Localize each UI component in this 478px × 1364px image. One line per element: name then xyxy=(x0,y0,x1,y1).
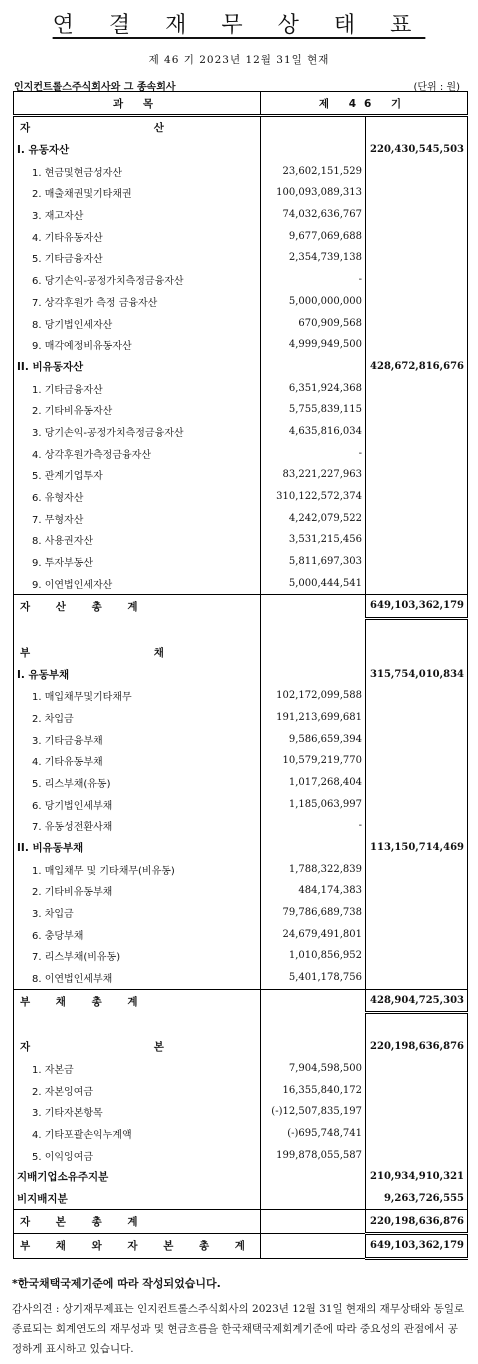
account-name xyxy=(14,1013,261,1036)
account-name: 4. 기타유동자산 xyxy=(32,232,103,244)
detail-amount: 4,242,079,522 xyxy=(261,507,366,529)
account-name: 자 산 xyxy=(20,122,224,135)
table-row-item xyxy=(14,1079,468,1101)
detail-amount: 83,221,227,963 xyxy=(261,464,366,486)
subtotal-amount: 113,150,714,469 xyxy=(366,837,468,859)
subtotal-amount xyxy=(366,1101,468,1123)
detail-amount: 74,032,636,767 xyxy=(261,204,366,226)
detail-amount: 79,786,689,738 xyxy=(261,902,366,924)
account-name: 5. 리스부채(유동) xyxy=(32,778,111,790)
table-row-item xyxy=(14,551,468,573)
subtotal-amount xyxy=(366,618,468,641)
company-name: 인지컨트롤스주식회사와 그 종속회사 xyxy=(14,82,176,93)
table-row-item xyxy=(14,464,468,486)
header-account: 과 목 xyxy=(14,92,261,116)
detail-amount xyxy=(261,1188,366,1210)
account-name: I. 유동부채 xyxy=(17,668,70,681)
audit-opinion: 감사의견 : 상기재무제표는 인지컨트롤스주식회사의 2023년 12월 31일 현재의 재무상태와 동일로 종료되는 회계연도의 재무성과 및 현금흐름을 한국채택국제회계기준에 따라 중요성의 관점에서 공정하게 표시하고 있습니다. xyxy=(12,1303,465,1355)
account-name: 4. 기타유동부채 xyxy=(32,757,103,769)
table-row-item xyxy=(14,858,468,880)
account-name: 3. 기타자본항목 xyxy=(32,1108,103,1120)
detail-amount: 24,679,491,801 xyxy=(261,923,366,945)
table-row-item xyxy=(14,247,468,269)
detail-amount: 16,355,840,172 xyxy=(261,1079,366,1101)
table-body xyxy=(14,116,468,1259)
account-name: II. 비유동부채 xyxy=(17,842,84,855)
account-name: 5. 관계기업투자 xyxy=(32,471,103,483)
table-row-major xyxy=(14,642,468,664)
table-row-spacer xyxy=(14,1013,468,1036)
subtotal-amount xyxy=(366,377,468,399)
table-row-item xyxy=(14,160,468,182)
header-period: 제 46 기 xyxy=(261,92,468,116)
account-name: 6. 충당부채 xyxy=(32,930,84,942)
table-row-item xyxy=(14,334,468,356)
account-name: 자 본 총 계 xyxy=(14,1210,261,1234)
table-row-item xyxy=(14,204,468,226)
account-name: 7. 무형자산 xyxy=(32,514,84,526)
detail-amount xyxy=(261,618,366,641)
detail-amount: 1,788,322,839 xyxy=(261,858,366,880)
table-row-spacer xyxy=(14,618,468,641)
table-row-section xyxy=(14,663,468,685)
subtotal-amount: 428,672,816,676 xyxy=(366,356,468,378)
detail-amount xyxy=(261,1036,366,1058)
subtotal-amount xyxy=(366,685,468,707)
subtotal-amount xyxy=(366,880,468,902)
detail-amount xyxy=(261,642,366,664)
account-name: 부 채 와 자 본 총 계 xyxy=(14,1234,261,1259)
standard-footnote: *한국채택국제기준에 따라 작성되었습니다. xyxy=(12,1277,221,1290)
table-row-item xyxy=(14,880,468,902)
table-row-total xyxy=(14,595,468,619)
detail-amount xyxy=(261,595,366,619)
detail-amount: (-)695,748,741 xyxy=(261,1123,366,1145)
detail-amount: 1,185,063,997 xyxy=(261,793,366,815)
subtotal-amount xyxy=(366,750,468,772)
table-row-item xyxy=(14,421,468,443)
table-row-item xyxy=(14,815,468,837)
account-name: 7. 상각후원가 측정 금융자산 xyxy=(32,297,158,309)
period-subtitle: 제 46 기 2023년 12월 31일 현재 xyxy=(148,54,330,66)
subtotal-amount xyxy=(366,1058,468,1080)
table-row-item xyxy=(14,707,468,729)
subtotal-amount: 649,103,362,179 xyxy=(366,1234,468,1259)
subtotal-amount xyxy=(366,1079,468,1101)
detail-amount: 191,213,699,681 xyxy=(261,707,366,729)
detail-amount: 1,010,856,952 xyxy=(261,945,366,967)
table-row-item xyxy=(14,685,468,707)
account-name: 부 채 xyxy=(20,646,224,659)
detail-amount: 5,000,000,000 xyxy=(261,291,366,313)
detail-amount xyxy=(261,837,366,859)
account-name: 1. 매입채무및기타채무 xyxy=(32,692,132,704)
detail-amount: (-)12,507,835,197 xyxy=(261,1101,366,1123)
subtotal-amount xyxy=(366,160,468,182)
account-name: 1. 현금및현금성자산 xyxy=(32,167,122,179)
detail-amount: 4,999,949,500 xyxy=(261,334,366,356)
account-name: 1. 자본금 xyxy=(32,1064,74,1076)
detail-amount: 10,579,219,770 xyxy=(261,750,366,772)
account-name: 지배기업소유주지분 xyxy=(17,1171,109,1184)
table-row-major xyxy=(14,1036,468,1058)
detail-amount: 1,017,268,404 xyxy=(261,772,366,794)
subtotal-amount xyxy=(366,486,468,508)
account-name xyxy=(14,618,261,641)
table-row-item xyxy=(14,1123,468,1145)
detail-amount xyxy=(261,1234,366,1259)
table-row-section xyxy=(14,139,468,161)
account-name: 8. 이연법인세부채 xyxy=(32,974,113,986)
subtotal-amount xyxy=(366,772,468,794)
account-name: 2. 매출채권및기타채권 xyxy=(32,189,132,201)
subtotal-amount xyxy=(366,421,468,443)
unit-label: (단위 : 원) xyxy=(413,82,460,93)
subtotal-amount xyxy=(366,551,468,573)
subtotal-amount: 9,263,726,555 xyxy=(366,1188,468,1210)
detail-amount: 484,174,383 xyxy=(261,880,366,902)
subtotal-amount xyxy=(366,902,468,924)
table-row-item xyxy=(14,442,468,464)
subtotal-amount xyxy=(366,204,468,226)
account-name: 7. 유동성전환사채 xyxy=(32,822,113,834)
table-row-item xyxy=(14,572,468,594)
table-row-section xyxy=(14,356,468,378)
subtotal-amount xyxy=(366,225,468,247)
account-name: 5. 기타금융자산 xyxy=(32,254,103,266)
table-row-item xyxy=(14,793,468,815)
detail-amount: - xyxy=(261,815,366,837)
subtotal-amount xyxy=(366,507,468,529)
detail-amount: - xyxy=(261,442,366,464)
detail-amount: 6,351,924,368 xyxy=(261,377,366,399)
subtotal-amount xyxy=(366,312,468,334)
account-name: 3. 기타금융부채 xyxy=(32,735,103,747)
account-name: 3. 차입금 xyxy=(32,909,74,921)
subtotal-amount xyxy=(366,529,468,551)
page-title: 연 결 재 무 상 태 표 xyxy=(52,13,426,38)
subtotal-amount: 649,103,362,179 xyxy=(366,595,468,619)
account-name: 3. 재고자산 xyxy=(32,211,84,223)
detail-amount: 310,122,572,374 xyxy=(261,486,366,508)
subtotal-amount xyxy=(366,728,468,750)
subtotal-amount xyxy=(366,923,468,945)
table-row-item xyxy=(14,486,468,508)
detail-amount: 9,677,069,688 xyxy=(261,225,366,247)
account-name: 2. 기타비유동자산 xyxy=(32,406,113,418)
detail-amount: - xyxy=(261,269,366,291)
subtotal-amount xyxy=(366,858,468,880)
table-row-item xyxy=(14,945,468,967)
account-name: II. 비유동자산 xyxy=(17,360,84,373)
detail-amount: 5,401,178,756 xyxy=(261,967,366,989)
account-name: 9. 투자부동산 xyxy=(32,558,94,570)
subtotal-amount xyxy=(366,572,468,594)
detail-amount: 9,586,659,394 xyxy=(261,728,366,750)
table-header-row xyxy=(14,92,468,116)
table-row-section xyxy=(14,837,468,859)
detail-amount: 100,093,089,313 xyxy=(261,182,366,204)
table-row-flat xyxy=(14,1188,468,1210)
detail-amount: 102,172,099,588 xyxy=(261,685,366,707)
account-name: 4. 기타포괄손익누계액 xyxy=(32,1129,132,1141)
detail-amount xyxy=(261,1013,366,1036)
table-row-item xyxy=(14,902,468,924)
table-row-item xyxy=(14,967,468,989)
detail-amount: 3,531,215,456 xyxy=(261,529,366,551)
detail-amount xyxy=(261,663,366,685)
balance-sheet-table xyxy=(13,91,468,1260)
table-row-item xyxy=(14,377,468,399)
detail-amount xyxy=(261,139,366,161)
detail-amount: 670,909,568 xyxy=(261,312,366,334)
account-name: 6. 유형자산 xyxy=(32,493,84,505)
table-row-total xyxy=(14,1234,468,1259)
table-row-item xyxy=(14,923,468,945)
account-name: 4. 상각후원가측정금융자산 xyxy=(32,449,151,461)
subtotal-amount: 220,198,636,876 xyxy=(366,1210,468,1234)
subtotal-amount xyxy=(366,182,468,204)
account-name: 6. 당기손익-공정가치측정금융자산 xyxy=(32,276,184,288)
detail-amount: 2,354,739,138 xyxy=(261,247,366,269)
subtotal-amount xyxy=(366,1144,468,1166)
subtotal-amount xyxy=(366,442,468,464)
account-name: 9. 이연법인세자산 xyxy=(32,579,113,591)
subtotal-amount: 428,904,725,303 xyxy=(366,989,468,1013)
detail-amount: 5,000,444,541 xyxy=(261,572,366,594)
account-name: 2. 차입금 xyxy=(32,713,74,725)
table-row-item xyxy=(14,399,468,421)
detail-amount: 4,635,816,034 xyxy=(261,421,366,443)
subtotal-amount: 220,430,545,503 xyxy=(366,139,468,161)
subtotal-amount xyxy=(366,1123,468,1145)
account-name: 9. 매각예정비유동자산 xyxy=(32,341,132,353)
table-row-flat xyxy=(14,1166,468,1188)
account-name: 부 채 총 계 xyxy=(14,989,261,1013)
table-row-item xyxy=(14,312,468,334)
subtotal-amount xyxy=(366,269,468,291)
table-row-item xyxy=(14,772,468,794)
subtotal-amount xyxy=(366,1013,468,1036)
subtotal-amount xyxy=(366,291,468,313)
account-name: 1. 매입채무 및 기타채무(비유동) xyxy=(32,865,175,877)
account-name: 비지배지분 xyxy=(17,1193,68,1206)
table-row-item xyxy=(14,291,468,313)
subtotal-amount xyxy=(366,642,468,664)
account-name: 2. 자본잉여금 xyxy=(32,1086,94,1098)
account-name: 자 산 총 계 xyxy=(14,595,261,619)
subtotal-amount xyxy=(366,967,468,989)
detail-amount xyxy=(261,356,366,378)
account-name: 3. 당기손익-공정가치측정금융자산 xyxy=(32,427,184,439)
subtotal-amount: 315,754,010,834 xyxy=(366,663,468,685)
detail-amount: 199,878,055,587 xyxy=(261,1144,366,1166)
subtotal-amount: 220,198,636,876 xyxy=(366,1036,468,1058)
table-row-item xyxy=(14,750,468,772)
table-row-item xyxy=(14,1144,468,1166)
subtotal-amount xyxy=(366,116,468,139)
subtotal-amount xyxy=(366,334,468,356)
subtotal-amount: 210,934,910,321 xyxy=(366,1166,468,1188)
subtotal-amount xyxy=(366,945,468,967)
table-row-total xyxy=(14,1210,468,1234)
table-row-major xyxy=(14,116,468,139)
account-name: 8. 당기법인세자산 xyxy=(32,319,113,331)
account-name: 7. 리스부채(비유동) xyxy=(32,952,121,964)
table-row-item xyxy=(14,225,468,247)
subtotal-amount xyxy=(366,793,468,815)
subtotal-amount xyxy=(366,247,468,269)
detail-amount: 5,811,697,303 xyxy=(261,551,366,573)
subtotal-amount xyxy=(366,464,468,486)
table-row-total xyxy=(14,989,468,1013)
account-name: 5. 이익잉여금 xyxy=(32,1151,94,1163)
table-row-item xyxy=(14,1058,468,1080)
detail-amount xyxy=(261,989,366,1013)
table-row-item xyxy=(14,728,468,750)
table-row-item xyxy=(14,182,468,204)
account-name: 자 본 xyxy=(20,1041,224,1054)
table-row-item xyxy=(14,269,468,291)
account-name: 6. 당기법인세부채 xyxy=(32,800,113,812)
detail-amount: 7,904,598,500 xyxy=(261,1058,366,1080)
detail-amount: 23,602,151,529 xyxy=(261,160,366,182)
detail-amount xyxy=(261,1210,366,1234)
account-name: 1. 기타금융자산 xyxy=(32,384,103,396)
account-name: 2. 기타비유동부채 xyxy=(32,887,113,899)
table-row-item xyxy=(14,1101,468,1123)
subtotal-amount xyxy=(366,399,468,421)
detail-amount xyxy=(261,1166,366,1188)
detail-amount xyxy=(261,116,366,139)
detail-amount: 5,755,839,115 xyxy=(261,399,366,421)
table-row-item xyxy=(14,529,468,551)
account-name: I. 유동자산 xyxy=(17,144,70,157)
subtotal-amount xyxy=(366,707,468,729)
subtotal-amount xyxy=(366,815,468,837)
table-row-item xyxy=(14,507,468,529)
account-name: 8. 사용권자산 xyxy=(32,536,94,548)
